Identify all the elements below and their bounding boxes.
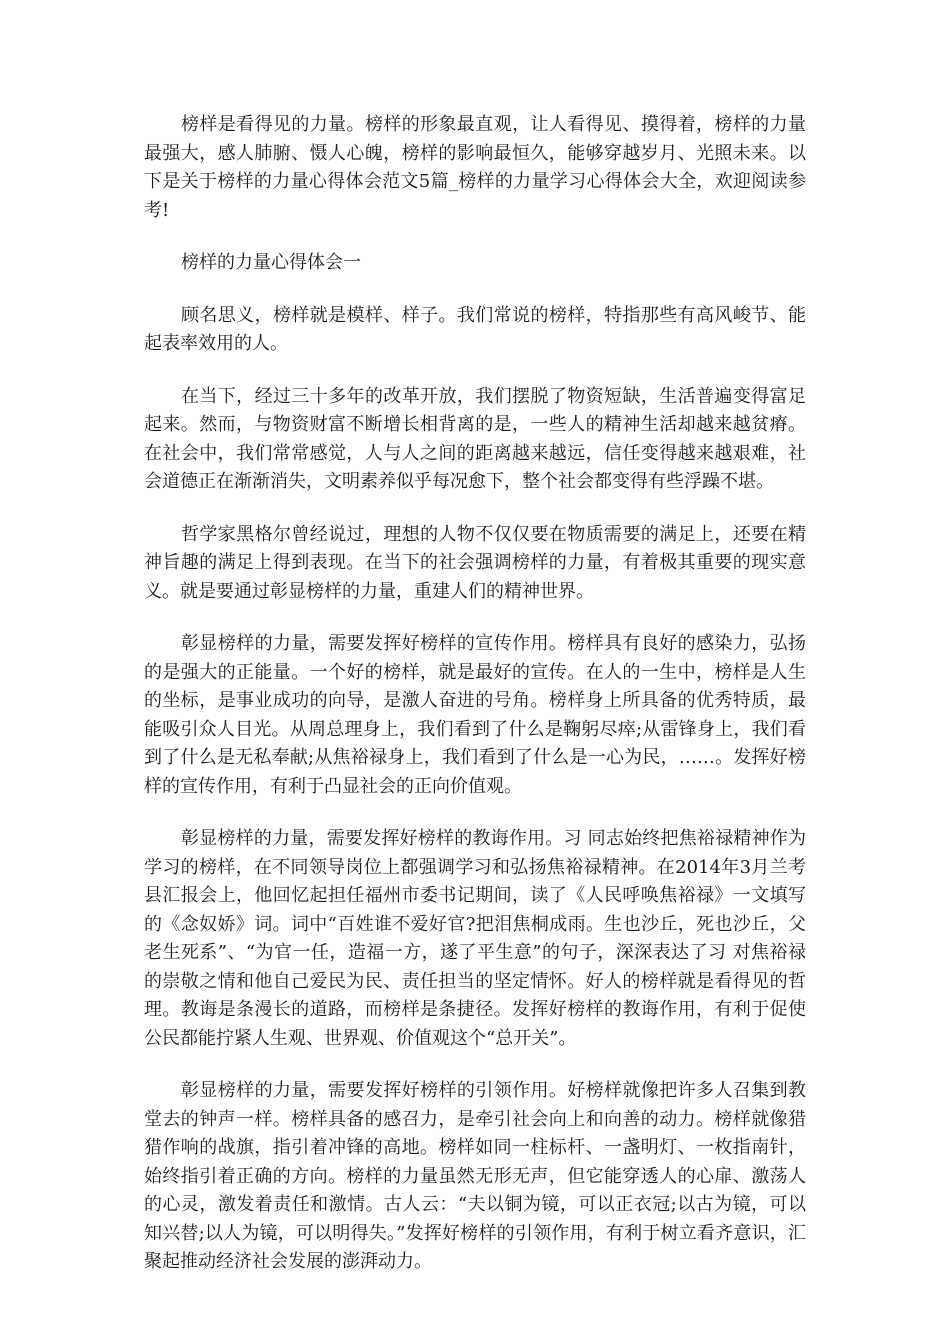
body-paragraph-5: 彰显榜样的力量，需要发挥好榜样的教诲作用。习 同志始终把焦裕禄精神作为学习的榜样，在不同领导岗位上都强调学习和弘扬焦裕禄精神。在2014年3月兰考县汇报会上，他回忆起担任福州市委书记期间，读了《人民呼唤焦裕禄》一文填写的《念奴娇》词。词中“百姓谁不爱好官?把泪焦桐成雨。生也沙丘，死也沙丘，父老生死系”、“为官一任，造福一方，遂了平生意”的句子，深深表达了习 对焦裕禄的崇敬之情和他自己爱民为民、责任担当的坚定情怀。好人的榜样就是看得见的哲理。教诲是条漫长的道路，而榜样是条捷径。发挥好榜样的教诲作用，有利于促使公民都能拧紧人生观、世界观、价值观这个“总开关”。 <box>144 828 806 1049</box>
body-paragraph-4: 彰显榜样的力量，需要发挥好榜样的宣传作用。榜样具有良好的感染力，弘扬的是强大的正能量。一个好的榜样，就是最好的宣传。在人的一生中，榜样是人生的坐标，是事业成功的向导，是激人奋进的号角。榜样身上所具备的优秀特质，最能吸引众人目光。从周总理身上，我们看到了什么是鞠躬尽瘁;从雷锋身上，我们看到了什么是无私奉献;从焦裕禄身上，我们看到了什么是一心为民，……。发挥好榜样的宣传作用，有利于凸显社会的正向价值观。 <box>144 633 806 797</box>
body-paragraph-3: 哲学家黑格尔曾经说过，理想的人物不仅仅要在物质需要的满足上，还要在精神旨趣的满足上得到表现。在当下的社会强调榜样的力量，有着极其重要的现实意义。就是要通过彰显榜样的力量，重建人们的精神世界。 <box>144 523 806 602</box>
document-page <box>144 111 806 1301</box>
body-paragraph-1: 顾名思义，榜样就是模样、样子。我们常说的榜样，特指那些有高风峻节、能起表率效用的人。 <box>144 304 806 354</box>
section-heading: 榜样的力量心得体会一 <box>181 252 361 273</box>
intro-paragraph: 榜样是看得见的力量。榜样的形象最直观，让人看得见、摸得着，榜样的力量最强大，感人肺腑、慑人心魄，榜样的影响最恒久，能够穿越岁月、光照未来。以下是关于榜样的力量心得体会范文5篇_榜样的力量学习心得体会大全，欢迎阅读参考! <box>144 114 806 221</box>
body-paragraph-2: 在当下，经过三十多年的改革开放，我们摆脱了物资短缺，生活普遍变得富足起来。然而，与物资财富不断增长相背离的是，一些人的精神生活却越来越贫瘠。在社会中，我们常常感觉，人与人之间的距离越来越远，信任变得越来越艰难，社会道德正在渐渐消失，文明素养似乎每况愈下，整个社会都变得有些浮躁不堪。 <box>144 385 806 492</box>
body-paragraph-6: 彰显榜样的力量，需要发挥好榜样的引领作用。好榜样就像把许多人召集到教堂去的钟声一样。榜样具备的感召力，是牵引社会向上和向善的动力。榜样就像猎猎作响的战旗，指引着冲锋的高地。榜样如同一柱标杆、一盏明灯、一枚指南针，始终指引着正确的方向。榜样的力量虽然无形无声，但它能穿透人的心扉、激荡人的心灵，激发着责任和激情。古人云：“夫以铜为镜，可以正衣冠;以古为镜，可以知兴替;以人为镜，可以明得失。”发挥好榜样的引领作用，有利于树立看齐意识，汇聚起推动经济社会发展的澎湃动力。 <box>144 1080 806 1272</box>
